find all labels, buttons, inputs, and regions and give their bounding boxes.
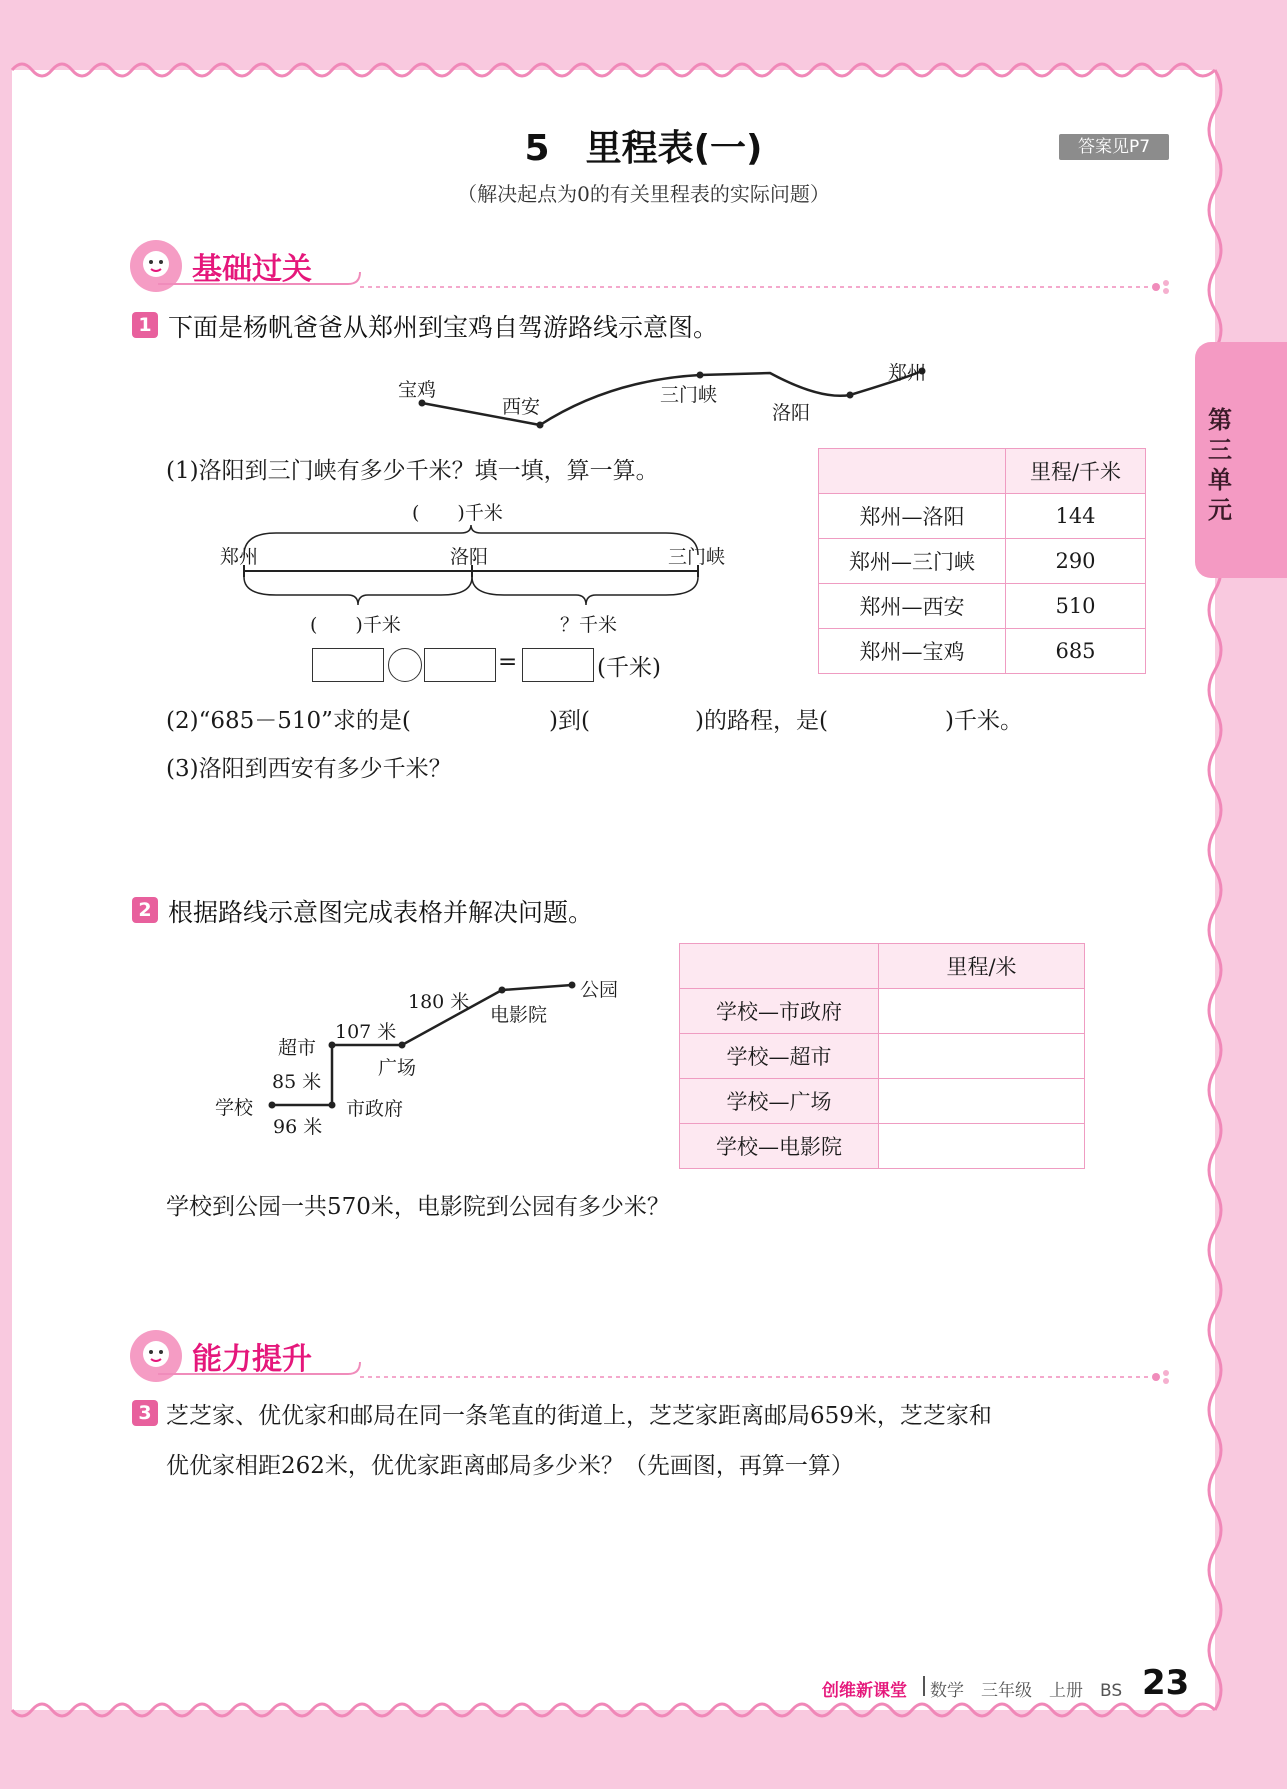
table-cell: 郑州—洛阳 xyxy=(819,494,1006,539)
route-point xyxy=(399,1042,406,1049)
table-answer-cell[interactable] xyxy=(879,1124,1085,1169)
route-point xyxy=(537,422,544,429)
map-label-cinema: 电影院 xyxy=(490,1004,548,1026)
section1-title: 基础过关 xyxy=(192,252,312,287)
table-cell: 郑州—宝鸡 xyxy=(819,629,1006,674)
map-label-d2: 85 米 xyxy=(272,1071,322,1093)
diagram-place-zhengzhou: 郑州 xyxy=(220,546,259,568)
map-label-d3: 107 米 xyxy=(335,1021,397,1043)
route-point xyxy=(697,372,704,379)
table-answer-cell[interactable] xyxy=(879,1079,1085,1124)
table-cell: 学校—广场 xyxy=(680,1079,879,1124)
map-label-school: 学校 xyxy=(215,1097,254,1119)
map-label-d1: 96 米 xyxy=(273,1116,323,1138)
footer-divider xyxy=(923,1676,925,1696)
table-cell: 290 xyxy=(1006,539,1146,584)
table-row xyxy=(680,989,1085,1034)
table-cell: 学校—超市 xyxy=(680,1034,879,1079)
q1-part1: (1)洛阳到三门峡有多少千米？填一填，算一算。 xyxy=(166,458,659,484)
table-header-cell: 里程/千米 xyxy=(1006,449,1146,494)
map-label-d4: 180 米 xyxy=(408,991,470,1013)
q1-part3: (3)洛阳到西安有多少千米？ xyxy=(166,756,452,782)
q2-number-badge: 2 xyxy=(132,897,158,923)
q1-bracket-diagram xyxy=(236,525,706,615)
table-header-cell: 里程/米 xyxy=(879,944,1085,989)
table-row xyxy=(680,1124,1085,1169)
map-label-park: 公园 xyxy=(580,979,619,1001)
section2-title: 能力提升 xyxy=(192,1342,312,1377)
table-answer-cell[interactable] xyxy=(879,1034,1085,1079)
table-row xyxy=(680,1034,1085,1079)
equation-unit: (千米) xyxy=(597,655,661,681)
route-point xyxy=(569,982,576,989)
map-label-supermarket: 超市 xyxy=(278,1037,317,1059)
table-row xyxy=(819,629,1146,674)
route-label-luoyang: 洛阳 xyxy=(772,402,811,424)
table-cell: 685 xyxy=(1006,629,1146,674)
q3-number-badge: 3 xyxy=(132,1400,158,1426)
q1-part2-text-c: )的路程，是( xyxy=(695,708,828,734)
q2-question: 学校到公园一共570米，电影院到公园有多少米？ xyxy=(166,1194,670,1220)
lesson-title: 5 里程表(一) xyxy=(524,128,763,169)
route-label-sanmenxia: 三门峡 xyxy=(660,384,718,406)
q1-part2-text-a: (2)“685－510”求的是( xyxy=(166,708,411,734)
answer-reference-badge: 答案见P7 xyxy=(1059,134,1169,160)
table-cell: 郑州—三门峡 xyxy=(819,539,1006,584)
route-point xyxy=(269,1102,276,1109)
route-label-baoji: 宝鸡 xyxy=(398,379,437,401)
q1-number-badge: 1 xyxy=(132,312,158,338)
q3-text-line2: 优优家相距262米，优优家距离邮局多少米？（先画图，再算一算） xyxy=(166,1453,854,1479)
q2-prompt: 根据路线示意图完成表格并解决问题。 xyxy=(168,898,594,927)
q3-text-line1: 芝芝家、优优家和邮局在同一条笔直的街道上，芝芝家距离邮局659米，芝芝家和 xyxy=(166,1403,992,1429)
footer-info: 数学 三年级 上册 BS xyxy=(930,1681,1123,1701)
table-cell: 510 xyxy=(1006,584,1146,629)
lesson-subtitle: （解决起点为0的有关里程表的实际问题） xyxy=(457,182,830,206)
equals-sign: = xyxy=(498,649,518,675)
map-label-city-hall: 市政府 xyxy=(346,1098,404,1120)
table-header-cell xyxy=(680,944,879,989)
table-row xyxy=(819,584,1146,629)
table-row xyxy=(819,494,1146,539)
route-point xyxy=(499,987,506,994)
q1-part2-text-b: )到( xyxy=(549,708,590,734)
table-cell: 144 xyxy=(1006,494,1146,539)
diagram-place-sanmenxia: 三门峡 xyxy=(668,546,726,568)
table-header-cell xyxy=(819,449,1006,494)
diagram-total-label: ( )千米 xyxy=(412,502,503,524)
page-number: 23 xyxy=(1142,1663,1190,1703)
route-label-zhengzhou: 郑州 xyxy=(888,362,927,384)
diagram-place-luoyang: 洛阳 xyxy=(450,546,489,568)
q1-part2-text-d: )千米。 xyxy=(945,708,1023,734)
table-cell: 郑州—西安 xyxy=(819,584,1006,629)
route-point xyxy=(847,392,854,399)
route-point xyxy=(329,1102,336,1109)
map-label-square: 广场 xyxy=(378,1057,417,1079)
q2-distance-table xyxy=(679,943,1085,1169)
table-row xyxy=(819,539,1146,584)
diagram-right-label: ？千米 xyxy=(560,614,618,636)
diagram-left-label: ( )千米 xyxy=(310,614,401,636)
table-answer-cell[interactable] xyxy=(879,989,1085,1034)
unit-side-tab-label: 第三单元 xyxy=(1208,406,1232,524)
answer-box-2[interactable] xyxy=(424,648,496,682)
footer-brand: 创维新课堂 xyxy=(822,1681,907,1701)
operator-circle[interactable] xyxy=(388,648,422,682)
answer-box-result[interactable] xyxy=(522,648,594,682)
answer-box-1[interactable] xyxy=(312,648,384,682)
table-cell: 学校—电影院 xyxy=(680,1124,879,1169)
table-cell: 学校—市政府 xyxy=(680,989,879,1034)
table-row xyxy=(680,1079,1085,1124)
route-label-xian: 西安 xyxy=(502,396,541,418)
q1-distance-table xyxy=(818,448,1146,674)
q1-prompt: 下面是杨帆爸爸从郑州到宝鸡自驾游路线示意图。 xyxy=(168,313,719,342)
